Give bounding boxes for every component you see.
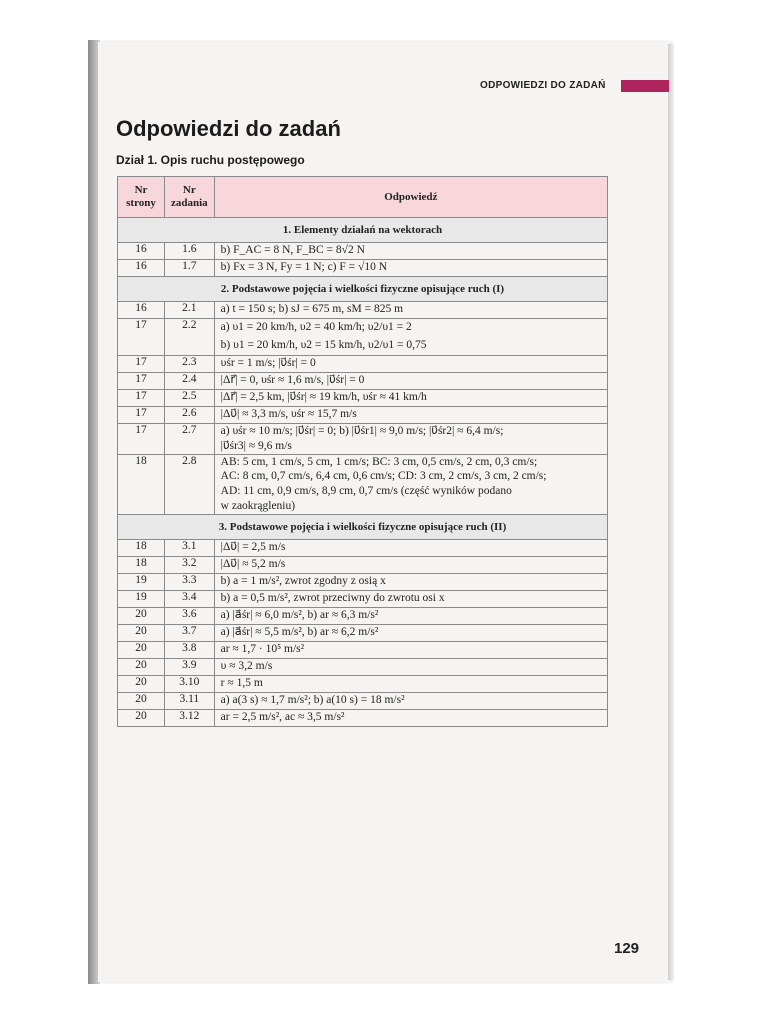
answer-cell: b) a = 0,5 m/s², zwrot przeciwny do zwrotu osi x <box>214 591 607 608</box>
table-row <box>118 389 608 406</box>
header-page-number: Nr strony <box>118 177 165 218</box>
table-row <box>118 693 608 710</box>
table-row <box>118 319 608 356</box>
answer-cell: |Δυ⃗| ≈ 3,3 m/s, υśr ≈ 15,7 m/s <box>214 406 607 423</box>
answer-cell: b) a = 1 m/s², zwrot zgodny z osią x <box>214 574 607 591</box>
table-header-row <box>118 177 608 218</box>
page-number-cell: 16 <box>118 302 165 319</box>
task-number-cell: 3.8 <box>165 642 215 659</box>
section-heading: 3. Podstawowe pojęcia i wielkości fizyczne opisujące ruch (II) <box>118 515 608 540</box>
running-head: ODPOWIEDZI DO ZADAŃ <box>480 80 606 91</box>
task-number-cell: 2.4 <box>165 372 215 389</box>
page-number-cell: 17 <box>118 423 165 454</box>
header-task-number: Nr zadania <box>165 177 215 218</box>
table-row <box>118 574 608 591</box>
answer-cell: r ≈ 1,5 m <box>214 676 607 693</box>
task-number-cell: 3.12 <box>165 710 215 727</box>
table-row <box>118 243 608 260</box>
table-row <box>118 659 608 676</box>
answer-cell: b) Fx = 3 N, Fy = 1 N; c) F = √10 N <box>214 260 607 277</box>
task-number-cell: 3.3 <box>165 574 215 591</box>
task-number-cell: 2.1 <box>165 302 215 319</box>
table-row <box>118 540 608 557</box>
page-number-cell: 17 <box>118 355 165 372</box>
section-heading: 2. Podstawowe pojęcia i wielkości fizyczne opisujące ruch (I) <box>118 277 608 302</box>
table-row <box>118 406 608 423</box>
task-number-cell: 3.4 <box>165 591 215 608</box>
page-number-cell: 20 <box>118 676 165 693</box>
page-number-cell: 18 <box>118 454 165 515</box>
page-number-cell: 18 <box>118 557 165 574</box>
table-row <box>118 625 608 642</box>
page-number-cell: 17 <box>118 406 165 423</box>
task-number-cell: 2.8 <box>165 454 215 515</box>
answer-cell: ar = 2,5 m/s², ac ≈ 3,5 m/s² <box>214 710 607 727</box>
answer-cell: b) F_AC = 8 N, F_BC = 8√2 N <box>214 243 607 260</box>
running-head-accent-bar <box>621 80 669 92</box>
table-row <box>118 608 608 625</box>
section-row <box>118 277 608 302</box>
page-number-cell: 20 <box>118 625 165 642</box>
page-number-cell: 17 <box>118 319 165 356</box>
section-row <box>118 218 608 243</box>
page-number-cell: 20 <box>118 693 165 710</box>
answer-cell: a) a(3 s) ≈ 1,7 m/s²; b) a(10 s) = 18 m/s² <box>214 693 607 710</box>
task-number-cell: 1.6 <box>165 243 215 260</box>
page-number-cell: 20 <box>118 608 165 625</box>
task-number-cell: 3.11 <box>165 693 215 710</box>
task-number-cell: 1.7 <box>165 260 215 277</box>
task-number-cell: 2.3 <box>165 355 215 372</box>
answer-cell: |Δυ⃗| = 2,5 m/s <box>214 540 607 557</box>
task-number-cell: 2.2 <box>165 319 215 356</box>
table-row <box>118 454 608 515</box>
answer-cell: a) |a⃗śr| ≈ 5,5 m/s², b) ar ≈ 6,2 m/s² <box>214 625 607 642</box>
task-number-cell: 3.7 <box>165 625 215 642</box>
header-answer: Odpowiedź <box>214 177 607 218</box>
answer-cell: ar ≈ 1,7 · 10⁵ m/s² <box>214 642 607 659</box>
task-number-cell: 3.9 <box>165 659 215 676</box>
table-row <box>118 676 608 693</box>
answer-cell: a) t = 150 s; b) sJ = 675 m, sM = 825 m <box>214 302 607 319</box>
table-row <box>118 557 608 574</box>
page-number-cell: 20 <box>118 659 165 676</box>
table-row <box>118 302 608 319</box>
answer-cell: a) |a⃗śr| ≈ 6,0 m/s², b) ar ≈ 6,3 m/s² <box>214 608 607 625</box>
page-number-cell: 19 <box>118 574 165 591</box>
page-edge <box>668 44 674 980</box>
page-number-cell: 16 <box>118 243 165 260</box>
table-row <box>118 260 608 277</box>
table-row <box>118 423 608 454</box>
answer-cell: AB: 5 cm, 1 cm/s, 5 cm, 1 cm/s; BC: 3 cm, 0,5 cm/s, 2 cm, 0,3 cm/s; AC: 8 cm, 0,7 cm/s, 6,4 cm, 0,6 cm/s; CD: 3 cm, 2 cm/s, 3 cm, 2 cm/s; AD: 11 cm, 0,9 cm/s, 8,9 cm, 0,7 cm/s (część wyników podano w zaokrągleniu) <box>214 454 607 515</box>
answer-cell: |Δr⃗| = 0, υśr ≈ 1,6 m/s, |υ⃗śr| = 0 <box>214 372 607 389</box>
answer-cell: |Δr⃗| = 2,5 km, |υ⃗śr| ≈ 19 km/h, υśr ≈ 41 km/h <box>214 389 607 406</box>
task-number-cell: 3.6 <box>165 608 215 625</box>
page-number-cell: 18 <box>118 540 165 557</box>
page-number-cell: 17 <box>118 389 165 406</box>
page-number-cell: 16 <box>118 260 165 277</box>
table-row <box>118 591 608 608</box>
section-heading: 1. Elementy działań na wektorach <box>118 218 608 243</box>
answer-cell: υ ≈ 3,2 m/s <box>214 659 607 676</box>
task-number-cell: 3.2 <box>165 557 215 574</box>
page-number-cell: 20 <box>118 710 165 727</box>
task-number-cell: 3.1 <box>165 540 215 557</box>
page-number-cell: 17 <box>118 372 165 389</box>
page-number-cell: 20 <box>118 642 165 659</box>
page-number-cell: 19 <box>118 591 165 608</box>
answers-table-body <box>118 218 608 727</box>
table-row <box>118 710 608 727</box>
task-number-cell: 2.6 <box>165 406 215 423</box>
answer-cell: υśr = 1 m/s; |υ⃗śr| = 0 <box>214 355 607 372</box>
task-number-cell: 2.5 <box>165 389 215 406</box>
task-number-cell: 2.7 <box>165 423 215 454</box>
page-title: Odpowiedzi do zadań <box>116 116 341 141</box>
answer-cell: a) υśr ≈ 10 m/s; |υ⃗śr| = 0; b) |υ⃗śr1| ≈ 9,0 m/s; |υ⃗śr2| ≈ 6,4 m/s; |υ⃗śr3| ≈ 9,6 m/s <box>214 423 607 454</box>
answer-cell: a) υ1 = 20 km/h, υ2 = 40 km/h; υ2/υ1 = 2 b) υ1 = 20 km/h, υ2 = 15 km/h, υ2/υ1 = 0,75 <box>214 319 607 356</box>
table-row <box>118 642 608 659</box>
table-row <box>118 372 608 389</box>
page-number: 129 <box>614 940 640 957</box>
section-row <box>118 515 608 540</box>
answer-cell: |Δυ⃗| ≈ 5,2 m/s <box>214 557 607 574</box>
table-row <box>118 355 608 372</box>
task-number-cell: 3.10 <box>165 676 215 693</box>
section-title: Dział 1. Opis ruchu postępowego <box>116 153 305 167</box>
answers-table <box>117 176 608 727</box>
